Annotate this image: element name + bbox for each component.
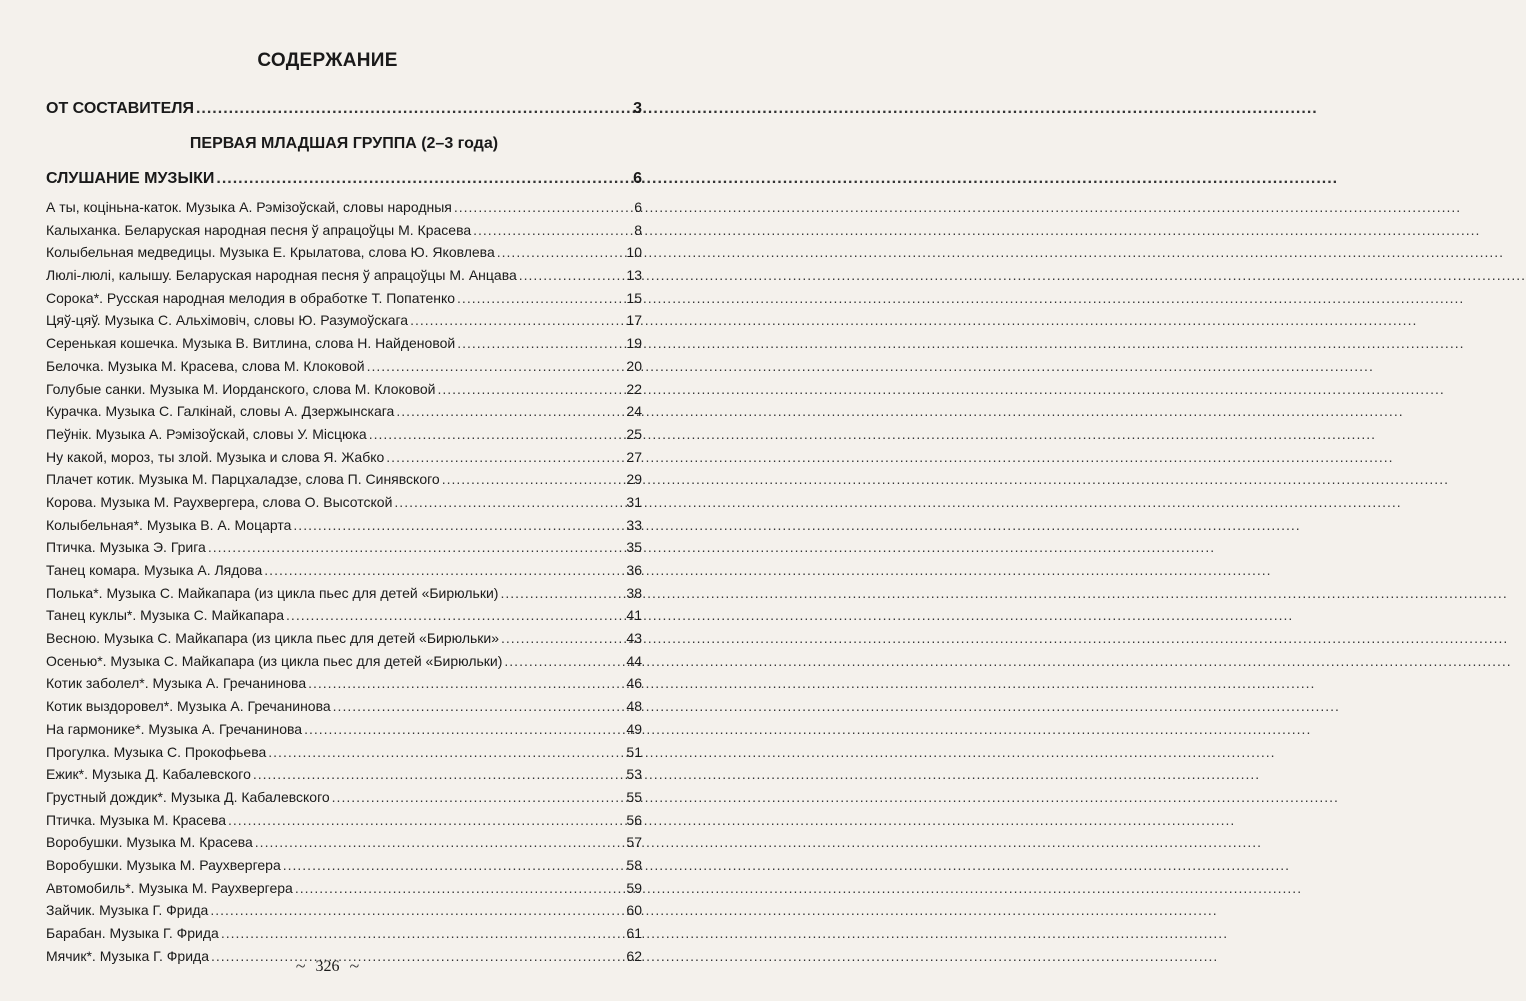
toc-entry [46,650,642,673]
toc-entry-page: 36 [626,562,642,578]
toc-entry-page: 17 [626,312,642,329]
toc-entry-label: Курачка. Музыка С. Галкінай, словы А. Дзержынскага [46,403,395,420]
toc-entry [46,854,642,877]
toc-entry-page: 27 [626,448,642,465]
toc-entry-label: Котик выздоровел*. Музыка А. Гречанинова [46,698,331,715]
toc-entry-label: Сорока*. Русская народная мелодия в обработке Т. Попатенко [46,289,456,306]
toc-entry [46,196,642,219]
toc-entry [46,446,642,469]
toc-entry [46,309,642,332]
toc-section-heading: ПЕРВАЯ МЛАДШАЯ ГРУППА (2–3 года) [189,135,499,152]
toc-intro-page: 3 [633,100,642,117]
toc-entry-page: 60 [626,902,642,919]
toc-subsection-label: СЛУШАНИЕ МУЗЫКИ [46,170,215,187]
toc-entry-label: Весною. Музыка С. Майкапара (из цикла пьес для детей «Бирюльки» [46,630,500,647]
toc-entry [46,491,642,514]
leader-dots [437,378,624,401]
toc-entry-page: 10 [626,244,642,261]
leader-dots [196,92,631,126]
toc-entry-label: На гармонике*. Музыка А. Гречанинова [46,720,303,737]
toc-entry-page: 55 [626,788,642,805]
toc-entry-label: Осенью*. Музыка С. Майкапара (из цикла пьес для детей «Бирюльки) [46,652,503,669]
toc-entry-page: 58 [626,856,642,873]
leader-dots [500,582,624,605]
leader-dots [457,332,624,355]
toc-entry [46,400,642,423]
toc-entry-page: 46 [626,675,642,692]
toc-entry-page: 51 [626,743,642,760]
toc-entry [46,468,642,491]
toc-entry-list [46,196,642,967]
toc-entry [46,627,642,650]
toc-entry-page: 59 [626,879,642,896]
toc-subsection-page: 6 [633,170,642,187]
toc-subsection-row [46,162,642,196]
toc-entry-page: 35 [626,539,642,556]
leader-dots [442,468,625,491]
toc-entry [46,378,642,401]
toc-entry-label: Мячик*. Музыка Г. Фрида [46,947,209,964]
page-title: СОДЕРЖАНИЕ [257,50,398,71]
leader-dots [519,264,625,287]
toc-entry-label: Автомобиль*. Музыка М. Раухвергера [46,879,293,896]
table-of-contents [46,92,642,967]
leader-dots [473,219,632,242]
toc-entry-label: Серенькая кошечка. Музыка В. Витлина, слова Н. Найденовой [46,335,456,352]
leader-dots [208,536,625,559]
toc-entry-label: Прогулка. Музыка С. Прокофьева [46,743,267,760]
toc-entry-label: Танец комара. Музыка А. Лядова [46,562,263,578]
leader-dots [286,604,624,627]
page-footer [0,956,655,977]
toc-entry [46,536,642,559]
toc-entry-label: Корова. Музыка М. Раухвергера, слова О. Высотской [46,493,393,510]
toc-entry-label: Цяў-цяў. Музыка С. Альхімовіч, словы Ю. Разумоўскага [46,312,409,329]
toc-entry [46,287,642,310]
toc-entry-page: 15 [626,289,642,306]
toc-entry [46,809,642,832]
toc-entry-label: Ну какой, мороз, ты злой. Музыка и слова Я. Жабко [46,448,385,465]
leader-dots [295,877,625,900]
toc-entry-label: Барабан. Музыка Г. Фрида [46,925,219,941]
toc-entry-page: 31 [626,493,642,510]
leader-dots [394,491,624,514]
toc-entry [46,741,642,764]
leader-dots [367,355,625,378]
leader-dots [386,446,624,469]
toc-entry-label: Калыханка. Беларуская народная песня ў апрацоўцы М. Красева [46,221,472,238]
leader-dots [501,627,624,650]
leader-dots [396,400,624,423]
toc-entry [46,241,642,264]
toc-entry-page: 53 [626,766,642,783]
toc-entry-label: Плачет котик. Музыка М. Парцхаладзе, слова П. Синявского [46,471,440,488]
toc-entry [46,514,642,537]
toc-entry [46,582,642,605]
toc-entry [46,219,642,242]
toc-entry-label: Колыбельная медведицы. Музыка Е. Крылатова, слова Ю. Яковлева [46,244,495,261]
toc-entry [46,355,642,378]
leader-dots [253,763,625,786]
toc-entry [46,604,642,627]
toc-entry-label: Птичка. Музыка М. Красева [46,811,227,828]
toc-entry [46,786,642,809]
leader-dots [332,786,625,809]
toc-entry [46,763,642,786]
toc-entry-label: Ежик*. Музыка Д. Кабалевского [46,766,251,783]
toc-entry-page: 38 [626,584,642,601]
book-page [0,0,655,1001]
leader-dots [369,423,625,446]
toc-entry-page: 41 [626,607,642,624]
toc-entry-page: 22 [626,380,642,397]
leader-dots [454,196,632,219]
toc-entry-label: Птичка. Музыка Э. Грига [46,539,206,556]
toc-entry-page: 44 [626,652,642,669]
leader-dots [216,162,631,196]
toc-entry-page: 43 [626,630,642,647]
toc-entry [46,899,642,922]
toc-entry-label: Колыбельная*. Музыка В. А. Моцарта [46,516,292,533]
toc-entry-page: 24 [626,403,642,420]
toc-entry-label: Грустный дождик*. Музыка Д. Кабалевского [46,788,330,805]
leader-dots [264,559,624,582]
toc-entry [46,423,642,446]
toc-intro-label: ОТ СОСТАВИТЕЛЯ [46,100,194,117]
toc-entry-label: Воробушки. Музыка М. Красева [46,834,253,851]
toc-entry-page: 13 [626,267,642,284]
toc-entry-page: 8 [634,221,642,238]
ornament-left-icon: ~ [295,956,306,976]
toc-entry-page: 49 [626,720,642,737]
toc-entry-label: Котик заболел*. Музыка А. Гречанинова [46,675,307,692]
leader-dots [410,309,624,332]
leader-dots [228,809,624,832]
leader-dots [293,514,624,537]
toc-entry [46,332,642,355]
toc-entry-label: Пеўнік. Музыка А. Рэмізоўскай, словы У. Місцюка [46,425,367,442]
toc-entry [46,559,642,582]
leader-dots [255,831,625,854]
toc-entry-page: 57 [626,834,642,851]
toc-entry-page: 19 [626,335,642,352]
toc-entry [46,264,642,287]
toc-entry-page: 48 [626,698,642,715]
toc-entry-page: 33 [626,516,642,533]
toc-intro-row [46,92,642,126]
toc-entry-label: Люлі-люлі, калышу. Беларуская народная песня ў апрацоўцы М. Анцава [46,267,517,284]
ornament-right-icon: ~ [349,956,360,976]
toc-entry-page: 56 [626,811,642,828]
toc-entry-label: А ты, коціньна-каток. Музыка А. Рэмізоўскай, словы народныя [46,199,452,215]
toc-entry [46,922,642,945]
toc-entry-label: Голубые санки. Музыка М. Иорданского, слова М. Клоковой [46,380,436,397]
toc-entry-label: Воробушки. Музыка М. Раухвергера [46,856,281,873]
toc-entry-page: 62 [626,947,642,964]
leader-dots [221,922,625,945]
leader-dots [497,241,625,264]
toc-entry-page: 20 [626,357,642,374]
toc-entry-page: 25 [626,425,642,442]
toc-entry-label: Танец куклы*. Музыка С. Майкапара [46,607,285,624]
toc-entry [46,718,642,741]
toc-entry [46,672,642,695]
leader-dots [210,899,624,922]
toc-entry [46,695,642,718]
toc-entry-label: Полька*. Музыка С. Майкапара (из цикла пьес для детей «Бирюльки) [46,584,499,601]
toc-entry [46,831,642,854]
leader-dots [304,718,624,741]
toc-entry-page: 61 [626,925,642,941]
leader-dots [457,287,624,310]
toc-entry-label: Белочка. Музыка М. Красева, слова М. Клоковой [46,357,365,374]
leader-dots [504,650,624,673]
page-number: 326 [315,957,340,975]
leader-dots [268,741,624,764]
leader-dots [283,854,625,877]
toc-entry-page: 6 [634,199,642,215]
toc-entry [46,877,642,900]
toc-entry-page: 29 [626,471,642,488]
leader-dots [333,695,625,718]
toc-entry-label: Зайчик. Музыка Г. Фрида [46,902,209,919]
leader-dots [308,672,624,695]
